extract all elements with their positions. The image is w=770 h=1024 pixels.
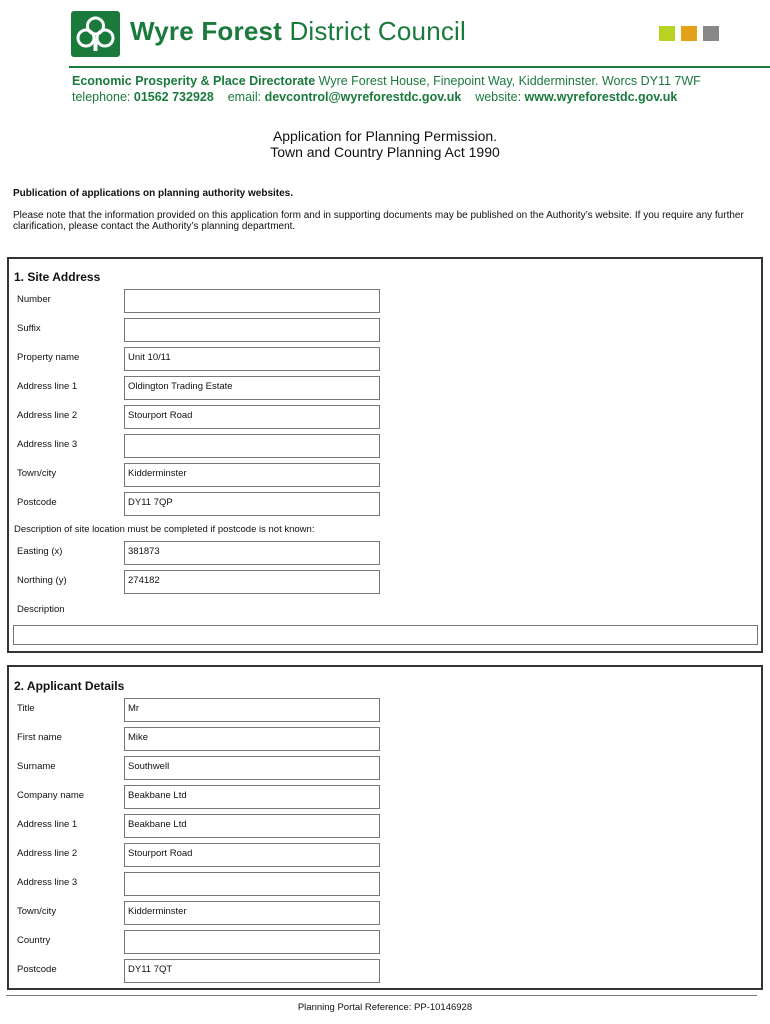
location-note: Description of site location must be completed if postcode is not known: — [14, 524, 315, 535]
applicant-address-line-1-input[interactable]: Beakbane Ltd — [124, 814, 380, 838]
suffix-input[interactable] — [124, 318, 380, 342]
field-label: Title — [17, 703, 35, 714]
swatch-lime — [659, 26, 675, 41]
applicant-section — [7, 665, 763, 990]
website-value[interactable]: www.wyreforestdc.gov.uk — [524, 90, 678, 104]
directorate-address: Wyre Forest House, Finepoint Way, Kidderminster. Worcs DY11 7WF — [318, 74, 701, 88]
site-address-section — [7, 257, 763, 653]
field-label: Address line 1 — [17, 819, 78, 830]
field-label: Postcode — [17, 497, 57, 508]
field-label: Northing (y) — [17, 575, 67, 586]
email-value[interactable]: devcontrol@wyreforestdc.gov.uk — [264, 90, 462, 104]
council-name-rest: District Council — [289, 16, 467, 46]
telephone-value: 01562 732928 — [133, 90, 214, 104]
field-label: Country — [17, 935, 51, 946]
field-label: Property name — [17, 352, 80, 363]
company-name-input[interactable]: Beakbane Ltd — [124, 785, 380, 809]
surname-input[interactable]: Southwell — [124, 756, 380, 780]
description-label: Description — [17, 604, 65, 615]
directorate-line — [72, 74, 701, 88]
form-title-line-2: Town and Country Planning Act 1990 — [270, 144, 500, 160]
number-input[interactable] — [124, 289, 380, 313]
field-label: Company name — [17, 790, 85, 801]
field-label: Postcode — [17, 964, 57, 975]
website-label: website: — [475, 90, 522, 104]
field-label: Town/city — [17, 906, 57, 917]
council-logo — [71, 11, 120, 57]
description-input[interactable] — [13, 625, 758, 645]
field-label: Address line 2 — [17, 848, 78, 859]
telephone-label: telephone: — [72, 90, 131, 104]
swatch-orange — [681, 26, 697, 41]
council-name — [130, 16, 466, 47]
applicant-title: 2. Applicant Details — [14, 679, 125, 693]
applicant-address-line-2-input[interactable]: Stourport Road — [124, 843, 380, 867]
publication-heading: Publication of applications on planning authority websites. — [13, 188, 294, 199]
field-label: Easting (x) — [17, 546, 63, 557]
applicant-address-line-3-input[interactable] — [124, 872, 380, 896]
council-name-bold: Wyre Forest — [130, 16, 282, 46]
first-name-input[interactable]: Mike — [124, 727, 380, 751]
form-title-line-1: Application for Planning Permission. — [272, 128, 498, 144]
site-address-line-2-input[interactable]: Stourport Road — [124, 405, 380, 429]
site-address-title: 1. Site Address — [14, 270, 101, 284]
email-label: email: — [227, 90, 262, 104]
field-label: Surname — [17, 761, 56, 772]
easting-input[interactable]: 381873 — [124, 541, 380, 565]
swatch-grey — [703, 26, 719, 41]
applicant-town-input[interactable]: Kidderminster — [124, 901, 380, 925]
clover-logo-icon — [71, 11, 120, 57]
site-address-line-3-input[interactable] — [124, 434, 380, 458]
portal-reference: Planning Portal Reference: PP-10146928 — [297, 1002, 473, 1013]
property-name-input[interactable]: Unit 10/11 — [124, 347, 380, 371]
applicant-title-input[interactable]: Mr — [124, 698, 380, 722]
contact-line — [72, 90, 677, 104]
publication-note: Please note that the information provided on this application form and in supporting documents may be published on the Authority’s website. If you require any further clarification, please contact the Authority’s planning department. — [13, 210, 744, 232]
footer-divider — [6, 995, 757, 996]
field-label: Number — [17, 294, 51, 305]
header-divider — [69, 66, 770, 68]
site-town-input[interactable]: Kidderminster — [124, 463, 380, 487]
field-label: Town/city — [17, 468, 57, 479]
site-postcode-input[interactable]: DY11 7QP — [124, 492, 380, 516]
field-label: Address line 3 — [17, 439, 78, 450]
directorate-name: Economic Prosperity & Place Directorate — [72, 74, 316, 88]
field-label: First name — [17, 732, 62, 743]
northing-input[interactable]: 274182 — [124, 570, 380, 594]
applicant-postcode-input[interactable]: DY11 7QT — [124, 959, 380, 983]
field-label: Address line 1 — [17, 381, 78, 392]
field-label: Address line 2 — [17, 410, 78, 421]
site-address-line-1-input[interactable]: Oldington Trading Estate — [124, 376, 380, 400]
field-label: Address line 3 — [17, 877, 78, 888]
country-input[interactable] — [124, 930, 380, 954]
field-label: Suffix — [17, 323, 41, 334]
